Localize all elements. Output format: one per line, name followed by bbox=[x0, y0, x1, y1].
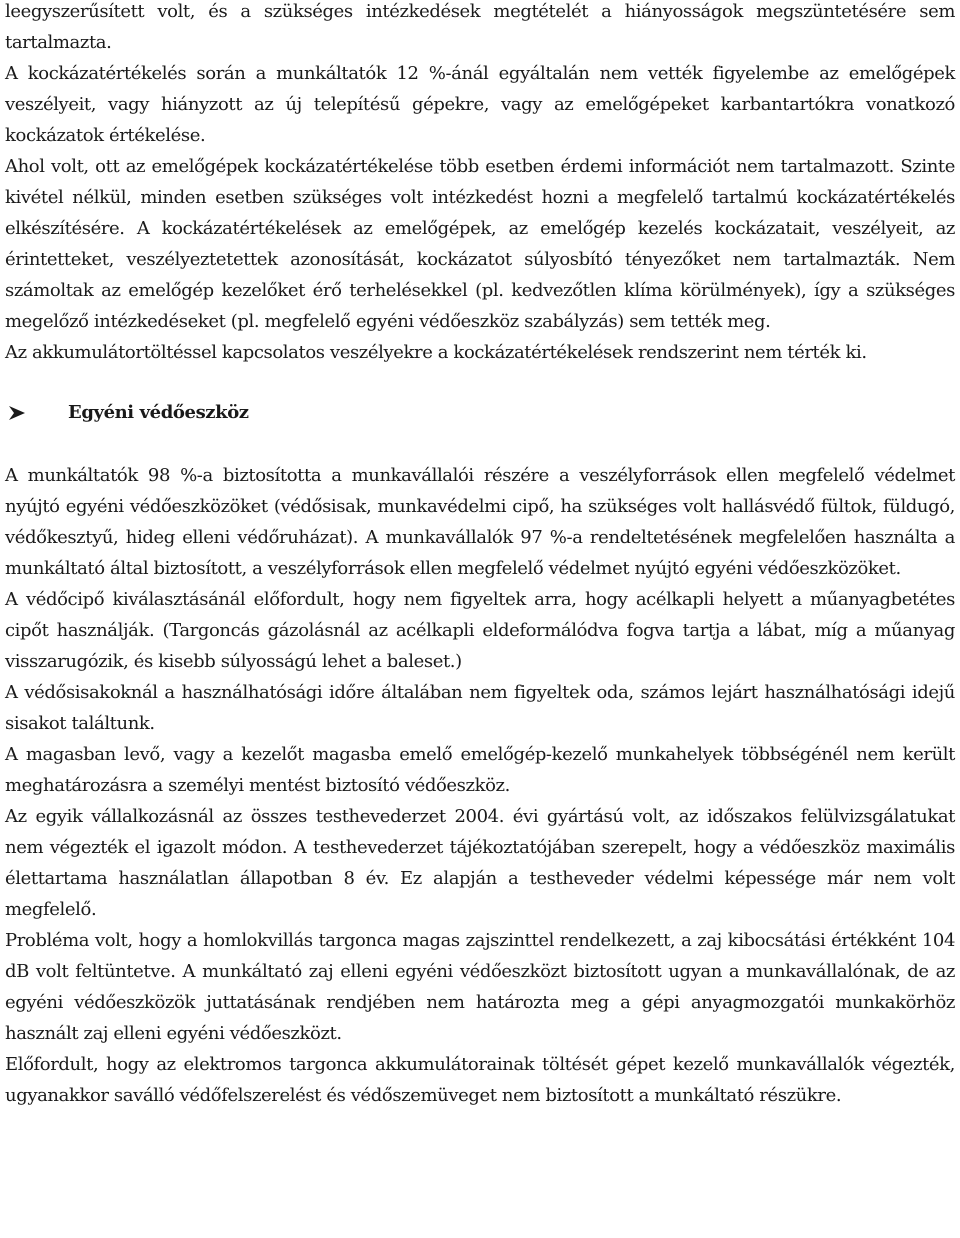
paragraph-battery-protection: Előfordult, hogy az elektromos targonca akkumulátorainak töltését gépet kezelő munkavállalók végezték, ugyanakkor saválló védőfelszerelést és védőszemüveget nem biztosított a munkáltató részükre. bbox=[5, 1054, 955, 1106]
paragraph-risk-assessment-details: Ahol volt, ott az emelőgépek kockázatértékelése több esetben érdemi információt nem tartalmazott. Szinte kivétel nélkül, minden esetben szükséges volt intézkedést hozni a megfelelő tartalmú kockázatértékelés elkészítésére. A kockázatértékelések az emelőgépek, az emelőgép kezelés kockázatait, veszélyeit, az érintetteket, veszélyeztetettek azonosítását, kockázatot súlyosbító tényezőket nem tartalmazták. Nem számoltak az emelőgép kezelőket érő terhelésekkel (pl. kedvezőtlen klíma körülmények), így a szükséges megelőző intézkedéseket (pl. megfelelő egyéni védőeszköz szabályzás) sem tették meg. bbox=[5, 156, 955, 332]
paragraph-battery-charging: Az akkumulátortöltéssel kapcsolatos veszélyekre a kockázatértékelések rendszerint nem térték ki. bbox=[5, 342, 867, 363]
paragraph-risk-assessment: A kockázatértékelés során a munkáltatók 12 %-ánál egyáltalán nem vették figyelembe az emelőgépek veszélyeit, vagy hiányzott az új telepítésű gépekre, vagy az emelőgépeket karbantartókra vonatkozó kockázatok értékelése. bbox=[5, 63, 955, 146]
paragraph-helmets: A védősisakoknál a használhatósági időre általában nem figyeltek oda, számos lejárt használhatósági idejű sisakot találtunk. bbox=[5, 682, 955, 734]
document-page bbox=[5, 0, 955, 1111]
paragraph-ppe-provision: A munkáltatók 98 %-a biztosította a munkavállalói részére a veszélyforrások ellen megfelelő védelmet nyújtó egyéni védőeszközöket (védősisak, munkavédelmi cipő, ha szükséges volt hallásvédő fültok, füldugó, védőkesztyű, hideg elleni védőruházat). A munkavállalók 97 %-a rendeltetésének megfelelően használta a munkáltató által biztosított, a veszélyforrások ellen megfelelő védelmet nyújtó egyéni védőeszközöket. bbox=[5, 465, 955, 579]
paragraph-elevated-workplaces: A magasban levő, vagy a kezelőt magasba emelő emelőgép-kezelő munkahelyek többségénél nem került meghatározásra a személyi mentést biztosító védőeszköz. bbox=[5, 744, 955, 796]
paragraph-safety-shoes: A védőcipő kiválasztásánál előfordult, hogy nem figyeltek arra, hogy acélkapli helyett a műanyagbetétes cipőt használják. (Targoncás gázolásnál az acélkapli eldeformálódva fogva tartja a lábat, míg a műanyag visszarugózik, és kisebb súlyosságú lehet a baleset.) bbox=[5, 589, 955, 672]
paragraph-intro-continuation: leegyszerűsített volt, és a szükséges intézkedések megtételét a hiányosságok megszüntetésére sem tartalmazta. bbox=[5, 1, 955, 53]
section-title: Egyéni védőeszköz bbox=[68, 402, 249, 423]
arrowhead-bullet-icon bbox=[5, 404, 68, 422]
paragraph-noise: Probléma volt, hogy a homlokvillás targonca magas zajszinttel rendelkezett, a zaj kibocsátási értékként 104 dB volt feltüntetve. A munkáltató zaj elleni egyéni védőeszközt biztosított ugyan a munkavállalónak, de az egyéni védőeszközök juttatásának rendjében nem határozta meg a gépi anyagmozgatói munkakörhöz használt zaj elleni egyéni védőeszközt. bbox=[5, 930, 955, 1044]
paragraph-harness: Az egyik vállalkozásnál az összes testhevederzet 2004. évi gyártású volt, az időszakos felülvizsgálatukat nem végezték el igazolt módon. A testhevederzet tájékoztatójában szerepelt, hogy a védőeszköz maximális élettartama használatlan állapotban 8 év. Ez alapján a testheveder védelmi képessége már nem volt megfelelő. bbox=[5, 806, 955, 920]
section-heading-ppe bbox=[5, 397, 955, 428]
